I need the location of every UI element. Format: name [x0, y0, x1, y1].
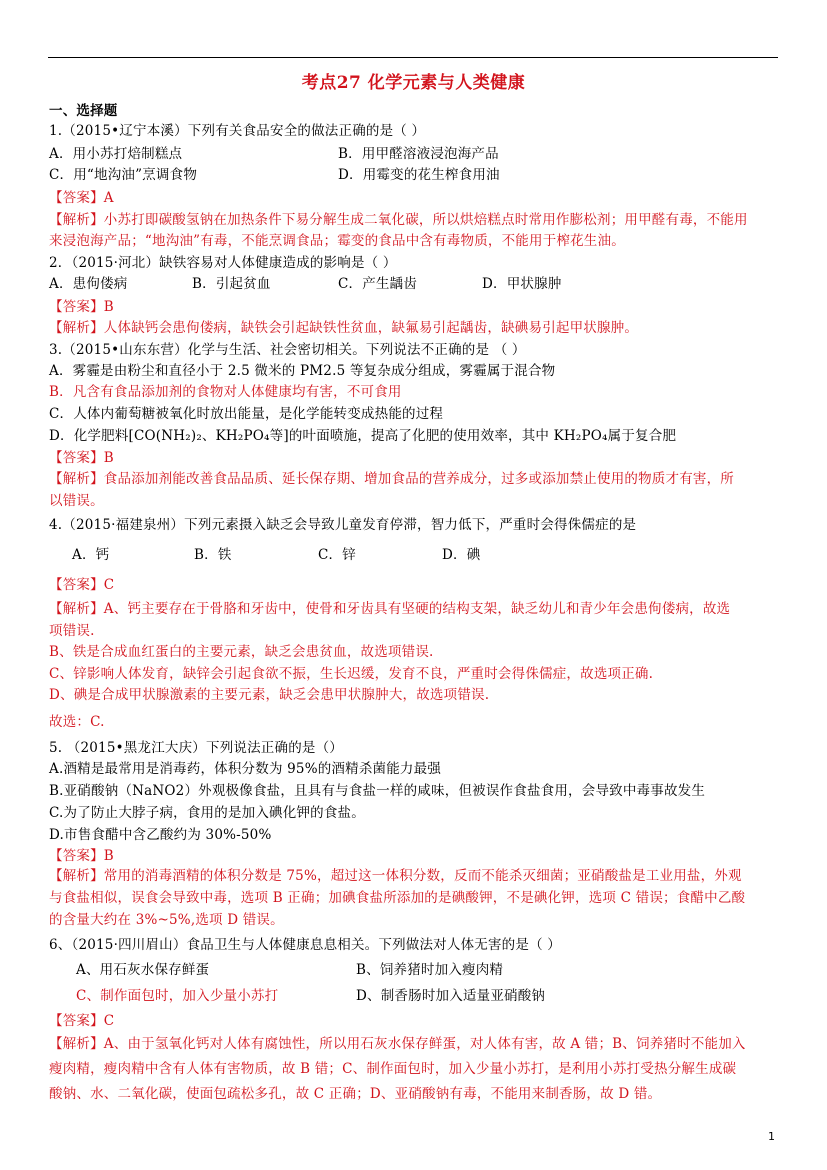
q6-option-c: C、制作面包时，加入少量小苏打	[76, 988, 279, 1004]
q1-option-a: A．用小苏打焙制糕点	[49, 146, 183, 162]
q3-answer: 【答案】B	[49, 450, 114, 466]
q6-analysis-line2: 瘦肉精，瘦肉精中含有人体有害物质，故 B 错；C、制作面包时，加入少量小苏打，是利用小苏打受热分解生成碳	[49, 1061, 737, 1077]
q4-analysis-line5: D、碘是合成甲状腺激素的主要元素，缺乏会患甲状腺肿大，故选项错误.	[49, 687, 490, 703]
q2-analysis: 【解析】人体缺钙会患佝偻病，缺铁会引起缺铁性贫血，缺氟易引起龋齿，缺碘易引起甲状腺肿。	[49, 320, 639, 336]
q2-stem: 2．（2015·河北）缺铁容易对人体健康造成的影响是（ ）	[49, 255, 397, 271]
q6-analysis-line3: 酸钠、水、二氧化碳，使面包疏松多孔，故 C 正确；D、亚硝酸钠有毒，不能用来制香肠，故 D 错。	[49, 1086, 662, 1102]
q5-analysis-line3: 的含量大约在 3%~5%,选项 D 错误。	[49, 912, 284, 928]
q3-analysis-line2: 以错误。	[49, 493, 104, 509]
q4-analysis-line2: 项错误.	[49, 623, 95, 639]
q5-analysis-line1: 【解析】常用的消毒酒精的体积分数是 75%，超过这一体积分数，反而不能杀灭细菌；亚硝酸盐是工业用盐，外观	[49, 868, 742, 884]
q4-analysis-line3: B、铁是合成血红蛋白的主要元素，缺乏会患贫血，故选项错误.	[49, 644, 434, 660]
q3-option-a: A．雾霾是由粉尘和直径小于 2.5 微米的 PM2.5 等复杂成分组成，雾霾属于混合物	[49, 363, 556, 379]
q4-analysis-line4: C、锌影响人体发育，缺锌会引起食欲不振，生长迟缓，发育不良，严重时会得侏儒症，故选项正确.	[49, 666, 654, 682]
q2-option-b: B．引起贫血	[192, 276, 271, 292]
q2-option-c: C．产生龋齿	[338, 276, 418, 292]
q1-option-c: C．用“地沟油”烹调食物	[49, 167, 198, 183]
q2-answer: 【答案】B	[49, 299, 114, 315]
q6-analysis-line1: 【解析】A、由于氢氧化钙对人体有腐蚀性，所以用石灰水保存鲜蛋，对人体有害，故 A 错；B、饲养猪时不能加入	[49, 1036, 746, 1052]
q3-option-d: D．化学肥料[CO(NH₂)₂、KH₂PO₄等]的叶面喷施，提高了化肥的使用效率，其中 KH₂PO₄属于复合肥	[49, 428, 677, 444]
q6-option-d: D、制香肠时加入适量亚硝酸钠	[356, 988, 546, 1004]
q2-option-d: D．甲状腺肿	[482, 276, 562, 292]
page-title: 考点27 化学元素与人类健康	[301, 73, 526, 93]
q5-option-a: A.酒精是最常用是消毒药，体积分数为 95%的酒精杀菌能力最强	[49, 761, 442, 777]
q5-option-c: C.为了防止大脖子病，食用的是加入碘化钾的食盐。	[49, 805, 365, 821]
q5-stem: 5. （2015•黑龙江大庆）下列说法正确的是（）	[49, 740, 343, 756]
q1-analysis-line2: 来浸泡海产品；“地沟油”有毒，不能烹调食品；霉变的食品中含有毒物质，不能用于榨花生油。	[49, 233, 625, 249]
q4-option-d: D．碘	[442, 547, 481, 563]
page-number: 1	[768, 1130, 775, 1143]
q4-analysis-line1: 【解析】A、钙主要存在于骨胳和牙齿中，使骨和牙齿具有坚硬的结构支架，缺乏幼儿和青少年会患佝偻病，故选	[49, 601, 731, 617]
q4-answer: 【答案】C	[49, 577, 115, 593]
q6-option-a: A、用石灰水保存鲜蛋	[76, 962, 210, 978]
q2-option-a: A．患佝偻病	[49, 276, 128, 292]
q1-option-d: D．用霉变的花生榨食用油	[338, 167, 500, 183]
q4-conclusion: 故选：C.	[49, 714, 105, 730]
header-rule	[48, 57, 778, 58]
q5-option-d: D.市售食醋中含乙酸约为 30%-50%	[49, 827, 272, 843]
q5-option-b: B.亚硝酸钠（NaNO2）外观极像食盐，且具有与食盐一样的咸味，但被误作食盐食用，会导致中毒事故发生	[49, 783, 706, 799]
q4-option-c: C．锌	[318, 547, 356, 563]
q6-stem: 6、（2015·四川眉山）食品卫生与人体健康息息相关。下列做法对人体无害的是（ ）	[49, 937, 561, 953]
q5-analysis-line2: 与食盐相似，误食会导致中毒，选项 B 正确；加碘食盐所添加的是碘酸钾，不是碘化钾，选项 C 错误；食醋中乙酸	[49, 890, 746, 906]
q3-option-c: C．人体内葡萄糖被氧化时放出能量，是化学能转变成热能的过程	[49, 406, 444, 422]
section-heading: 一、选择题	[49, 103, 118, 119]
q3-option-b: B．凡含有食品添加剂的食物对人体健康均有害，不可食用	[49, 384, 402, 400]
q4-stem: 4.（2015·福建泉州）下列元素摄入缺乏会导致儿童发育停滞，智力低下，严重时会得侏儒症的是	[49, 517, 637, 533]
q5-answer: 【答案】B	[49, 848, 114, 864]
q4-option-a: A．钙	[72, 547, 110, 563]
q1-stem: 1.（2015•辽宁本溪）下列有关食品安全的做法正确的是（ ）	[49, 123, 426, 139]
q6-answer: 【答案】C	[49, 1013, 115, 1029]
q1-analysis-line1: 【解析】小苏打即碳酸氢钠在加热条件下易分解生成二氧化碳，所以烘焙糕点时常用作膨松剂；用甲醛有毒，不能用	[49, 212, 748, 228]
q3-stem: 3.（2015•山东东营）化学与生活、社会密切相关。下列说法不正确的是 （ ）	[49, 342, 526, 358]
q4-option-b: B．铁	[194, 547, 232, 563]
q6-option-b: B、饲养猪时加入瘦肉精	[356, 962, 504, 978]
q1-answer: 【答案】A	[49, 190, 114, 206]
q1-option-b: B．用甲醛溶液浸泡海产品	[338, 146, 499, 162]
q3-analysis-line1: 【解析】食品添加剂能改善食品品质、延长保存期、增加食品的营养成分，过多或添加禁止使用的物质才有害，所	[49, 471, 734, 487]
